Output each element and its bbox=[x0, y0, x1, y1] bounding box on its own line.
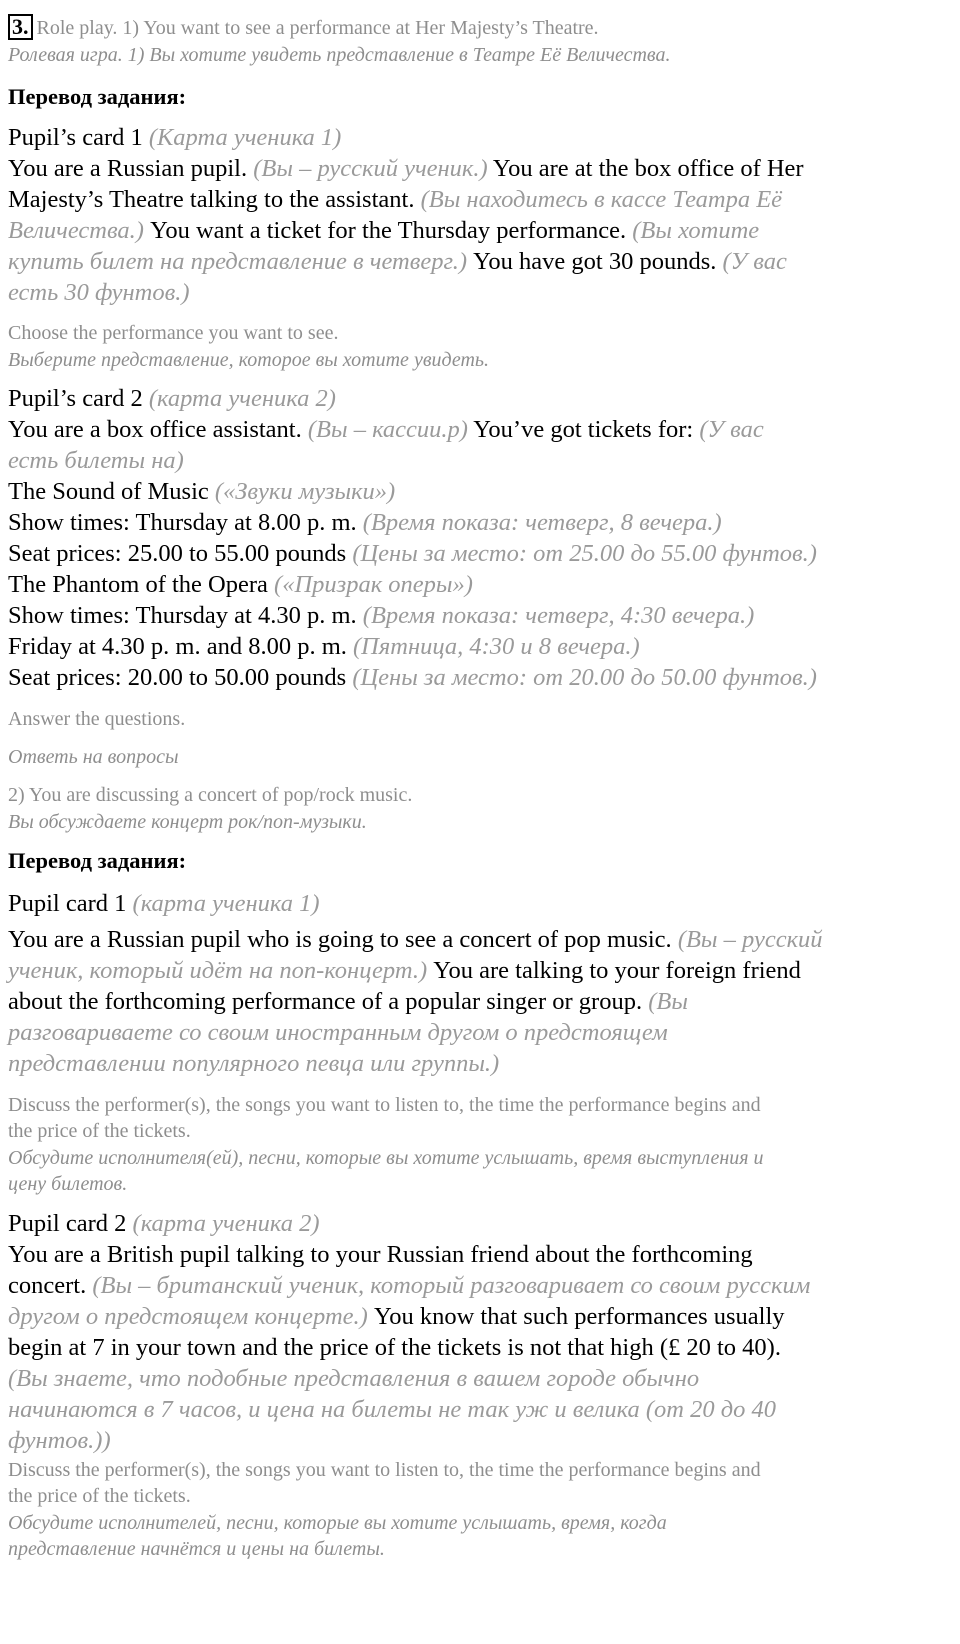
text-ru: («Звуки музыки») bbox=[214, 478, 396, 505]
task-instruction-ru: Выберите представление, которое вы хотите увидеть. bbox=[8, 349, 490, 371]
text-ru: (Время показа: четверг, 4:30 вечера.) bbox=[362, 602, 755, 629]
task-instruction-ru: Обсудите исполнителя(ей), песни, которые вы хотите услышать, время выступления и bbox=[8, 1147, 764, 1169]
text-ru: (Вы – кассии.р) bbox=[307, 416, 468, 443]
card-title-ru: (карта ученика 2) bbox=[132, 1210, 320, 1237]
card-line bbox=[8, 1394, 776, 1426]
text-ru: (Вы находитесь в кассе Театра Её bbox=[420, 186, 783, 213]
text-ru: (Вы хотите bbox=[632, 217, 760, 244]
text-ru: другом о предстоящем концерте.) bbox=[8, 1303, 368, 1330]
text-en: The Sound of Music bbox=[8, 478, 209, 505]
task-title-en: Role play. 1) You want to see a performance at Her Majesty’s Theatre. bbox=[36, 17, 599, 39]
text-en: Seat prices: 25.00 to 55.00 pounds bbox=[8, 540, 347, 567]
card-line bbox=[8, 1425, 111, 1457]
card-line bbox=[8, 246, 787, 278]
text-en: Seat prices: 20.00 to 50.00 pounds bbox=[8, 664, 347, 691]
text-ru: Величества.) bbox=[8, 217, 144, 244]
show-times bbox=[8, 600, 754, 632]
show-times bbox=[8, 507, 722, 539]
part2-intro-ru: Вы обсуждаете концерт рок/поп-музыки. bbox=[8, 811, 367, 833]
card-line bbox=[8, 414, 764, 446]
text-ru: (Вы – русский bbox=[677, 926, 823, 953]
card-title bbox=[8, 383, 336, 415]
card-title-ru: (карта ученика 2) bbox=[148, 385, 336, 412]
text-ru: разговариваете со своим иностранным другом о предстоящем bbox=[8, 1019, 668, 1046]
task-instruction-en: the price of the tickets. bbox=[8, 1485, 191, 1507]
card-line bbox=[8, 955, 801, 987]
card-line bbox=[8, 986, 688, 1018]
text-ru: (Вы bbox=[648, 988, 688, 1015]
text-ru: (У вас bbox=[722, 248, 787, 275]
text-ru: есть 30 фунтов.) bbox=[8, 279, 190, 306]
text-en: concert. bbox=[8, 1272, 87, 1299]
task-instruction-en: Choose the performance you want to see. bbox=[8, 322, 339, 344]
text-en: You know that such performances usually bbox=[373, 1303, 785, 1330]
card-line bbox=[8, 1017, 668, 1049]
card-line: begin at 7 in your town and the price of the tickets is not that high (£ 20 to 40). bbox=[8, 1334, 781, 1361]
card-line bbox=[8, 924, 823, 956]
text-en: You are talking to your foreign friend bbox=[433, 957, 801, 984]
card-line bbox=[8, 184, 782, 216]
text-en: Show times: Thursday at 4.30 p. m. bbox=[8, 602, 357, 629]
card-title-en: Pupil card 2 bbox=[8, 1210, 127, 1237]
section-header: Перевод задания: bbox=[8, 848, 187, 873]
text-ru: (Цены за место: от 20.00 до 50.00 фунтов.) bbox=[352, 664, 817, 691]
task-instruction-en: Answer the questions. bbox=[8, 708, 186, 730]
text-ru: (Цены за место: от 25.00 до 55.00 фунтов.) bbox=[352, 540, 817, 567]
task-instruction-en: the price of the tickets. bbox=[8, 1120, 191, 1142]
text-en: You are a Russian pupil. bbox=[8, 155, 248, 182]
text-en: Majesty’s Theatre talking to the assistant. bbox=[8, 186, 415, 213]
show-title bbox=[8, 476, 395, 508]
task-title-ru: Ролевая игра. 1) Вы хотите увидеть представление в Театре Её Величества. bbox=[8, 44, 671, 66]
card-title bbox=[8, 888, 320, 920]
card-title-en: Pupil’s card 2 bbox=[8, 385, 143, 412]
card-line bbox=[8, 1048, 499, 1080]
text-ru: (Пятница, 4:30 и 8 вечера.) bbox=[353, 633, 640, 660]
text-en: Friday at 4.30 p. m. and 8.00 p. m. bbox=[8, 633, 347, 660]
task-instruction-en: Discuss the performer(s), the songs you want to listen to, the time the performance begins and bbox=[8, 1459, 761, 1481]
task-instruction-ru: представление начнётся и цены на билеты. bbox=[8, 1538, 385, 1560]
text-ru: фунтов.)) bbox=[8, 1427, 111, 1454]
task-instruction-en: Discuss the performer(s), the songs you want to listen to, the time the performance begins and bbox=[8, 1094, 761, 1116]
text-ru: (У вас bbox=[699, 416, 764, 443]
text-en: You have got 30 pounds. bbox=[473, 248, 717, 275]
card-line bbox=[8, 1270, 810, 1302]
task-instruction-ru: цену билетов. bbox=[8, 1173, 128, 1195]
text-ru: начинаются в 7 часов, и цена на билеты не так уж и велика (от 20 до 40 bbox=[8, 1396, 776, 1423]
text-en: You are a Russian pupil who is going to see a concert of pop music. bbox=[8, 926, 672, 953]
card-line bbox=[8, 277, 190, 309]
text-ru: представлении популярного певца или группы.) bbox=[8, 1050, 500, 1077]
text-en: You are at the box office of Her bbox=[492, 155, 804, 182]
text-ru: (Время показа: четверг, 8 вечера.) bbox=[362, 509, 722, 536]
part2-intro-en: 2) You are discussing a concert of pop/rock music. bbox=[8, 784, 413, 806]
text-ru: («Призрак оперы») bbox=[274, 571, 473, 598]
task-title bbox=[8, 14, 599, 41]
text-ru: (Вы – британский ученик, который разговаривает со своим русским bbox=[92, 1272, 811, 1299]
text-en: Show times: Thursday at 8.00 p. m. bbox=[8, 509, 357, 536]
text-ru: (Вы знаете, что подобные представления в вашем городе обычно bbox=[8, 1365, 700, 1392]
card-title-ru: (карта ученика 1) bbox=[132, 890, 320, 917]
task-instruction-ru: Обсудите исполнителей, песни, которые вы хотите услышать, время, когда bbox=[8, 1512, 667, 1534]
card-title bbox=[8, 1208, 320, 1240]
card-title bbox=[8, 122, 341, 154]
task-number: 3. bbox=[8, 14, 33, 40]
card-line bbox=[8, 1363, 699, 1395]
text-en: You’ve got tickets for: bbox=[473, 416, 694, 443]
card-title-en: Pupil card 1 bbox=[8, 890, 127, 917]
card-title-en: Pupil’s card 1 bbox=[8, 124, 143, 151]
section-header: Перевод задания: bbox=[8, 84, 187, 109]
show-title bbox=[8, 569, 473, 601]
show-times bbox=[8, 631, 640, 663]
text-ru: купить билет на представление в четверг.) bbox=[8, 248, 468, 275]
card-line: You are a British pupil talking to your Russian friend about the forthcoming bbox=[8, 1241, 753, 1268]
text-en: The Phantom of the Opera bbox=[8, 571, 268, 598]
text-ru: есть билеты на) bbox=[8, 447, 184, 474]
seat-prices bbox=[8, 538, 817, 570]
text-en: You are a box office assistant. bbox=[8, 416, 302, 443]
text-en: You want a ticket for the Thursday performance. bbox=[150, 217, 627, 244]
task-instruction-ru: Ответь на вопросы bbox=[8, 746, 179, 768]
seat-prices bbox=[8, 662, 817, 694]
card-title-ru: (Карта ученика 1) bbox=[148, 124, 342, 151]
text-ru: (Вы – русский ученик.) bbox=[253, 155, 488, 182]
card-line bbox=[8, 1301, 785, 1333]
card-line bbox=[8, 153, 804, 185]
card-line bbox=[8, 215, 759, 247]
text-ru: ученик, который идёт на поп-концерт.) bbox=[8, 957, 428, 984]
text-en: about the forthcoming performance of a popular singer or group. bbox=[8, 988, 643, 1015]
card-line bbox=[8, 445, 184, 477]
